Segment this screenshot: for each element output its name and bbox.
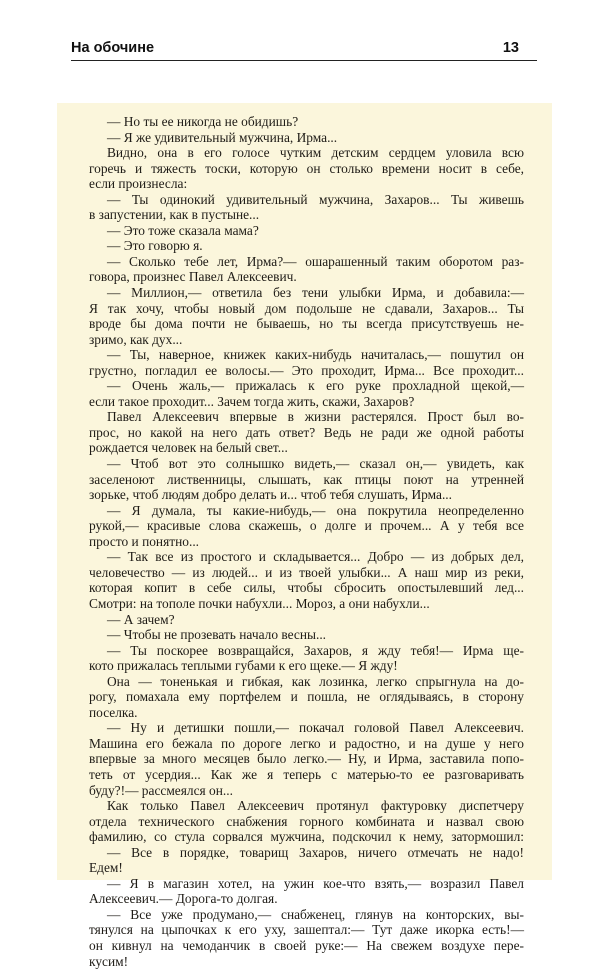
- text-line: если такое проходит... Зачем тогда жить, скажи, Захаров?: [89, 393, 415, 409]
- text-line: — Чтоб вот это солнышко видеть,— сказал он,— увидеть, как: [107, 456, 524, 472]
- text-line: Видно, она в его голосе чутким детским сердцем уловила всю: [107, 145, 524, 161]
- text-line: — Ну и детишки пошли,— покачал головой Павел Алексеевич.: [107, 720, 524, 736]
- text-line: Павел Алексеевич впервые в жизни растерялся. Прост был во-: [107, 409, 524, 425]
- text-line: — Так все из простого и складывается... Добро — из добрых дел,: [107, 549, 524, 565]
- text-line: — Я думала, ты какие-нибудь,— она покрутила неопределенно: [107, 502, 524, 518]
- text-line: Машина его бежала по дороге легко и радостно, и на душе у него: [89, 735, 524, 751]
- text-line: — Миллион,— ответила без тени улыбки Ирма, и добавила:—: [107, 285, 524, 301]
- text-line: Алексеевич.— Дорога-то долгая.: [89, 891, 278, 907]
- text-line: в запустении, как в пустыне...: [89, 207, 260, 223]
- text-line: фамилию, со стула сорвался мужчина, подскочил к нему, затормошил:: [89, 829, 524, 845]
- text-line: Как только Павел Алексеевич протянул фактуровку диспетчеру: [107, 798, 524, 814]
- text-line: зримо, как дух...: [89, 331, 183, 347]
- text-line: Я так хочу, чтобы новый дом подольше не сдавали, Захаров... Ты: [89, 300, 524, 316]
- text-line: кото прижалась теплыми губами к его щеке.— Я жду!: [89, 658, 398, 674]
- text-line: — А зачем?: [107, 611, 175, 627]
- text-line: рукой,— красивые слова скажешь, о долге и прочем... А у тебя все: [89, 518, 524, 534]
- text-page: [57, 103, 552, 969]
- text-line: — Я в магазин хотел, на ужин кое-что взять,— возразил Павел: [107, 875, 524, 891]
- text-line: Смотри: на тополе почки набухли... Мороз, а они набухли...: [89, 595, 430, 611]
- text-line: которая копит в себе силы, чтобы сбросить опостылевший лед...: [89, 580, 524, 596]
- text-line: — Ты одинокий удивительный мужчина, Захаров... Ты живешь: [107, 191, 524, 207]
- text-line: — Ты, наверное, книжек каких-нибудь начиталась,— пошутил он: [107, 347, 524, 363]
- text-line: — Очень жаль,— прижалась к его руке прохладной щекой,—: [107, 378, 524, 394]
- text-line: — Это говорю я.: [107, 238, 203, 254]
- text-line: Едем!: [89, 860, 123, 876]
- running-title: На обочине: [71, 40, 155, 56]
- body-text: [89, 114, 524, 969]
- page-header: [71, 38, 537, 61]
- text-line: впервые за много месяцев было легко.— Ну, и Ирма, заставила попо-: [89, 751, 524, 767]
- text-line: Она — тоненькая и гибкая, как лозинка, легко спрыгнула на до-: [107, 673, 524, 689]
- text-line: — Я же удивительный мужчина, Ирма...: [107, 129, 338, 145]
- text-line: — Все в порядке, товарищ Захаров, ничего отмечать не надо!: [107, 844, 524, 860]
- text-line: рождается человек на белый свет...: [89, 440, 288, 456]
- text-line: — Ты поскорее возвращайся, Захаров, я жду тебя!— Ирма ще-: [107, 642, 524, 658]
- text-line: грустно, погладил ее волосы.— Это проходит, Ирма... Все проходит...: [89, 362, 524, 378]
- text-line: — Чтобы не прозевать начало весны...: [107, 627, 327, 643]
- text-line: прос, но какой на него дать ответ? Ведь не ради же одной работы: [89, 424, 524, 440]
- text-line: человечество — из людей... и из твоей улыбки... А наш мир из реки,: [89, 564, 524, 580]
- text-line: буду?!— рассмеялся он...: [89, 782, 233, 798]
- text-line: вроде бы дома почти не бываешь, но ты всегда присутствуешь не-: [89, 316, 524, 332]
- text-line: если произнесла:: [89, 176, 188, 192]
- text-line: поселка.: [89, 704, 138, 720]
- text-line: горечь и тяжесть тоски, которую он столько времени носит в себе,: [89, 160, 524, 176]
- text-line: — Но ты ее никогда не обидишь?: [107, 114, 299, 129]
- text-line: говора, произнес Павел Алексеевич.: [89, 269, 297, 285]
- text-line: заселеноют лиственницы, слышать, как птицы поют на утренней: [89, 471, 524, 487]
- text-line: — Все уже продумано,— снабженец, глянув на конторских, вы-: [107, 906, 524, 922]
- page-number: 13: [502, 40, 519, 56]
- text-line: отдела технического снабжения горного комбината и назвал свою: [89, 813, 524, 829]
- text-line: кусим!: [89, 953, 129, 969]
- text-line: — Сколько тебе лет, Ирма?— ошарашенный таким оборотом раз-: [107, 253, 524, 269]
- text-line: тянулся на цыпочках к его уху, зашептал:— Тут даже икорка есть!—: [89, 922, 524, 938]
- text-line: теть от усердия... Как же я теперь с матерью-то ее разговаривать: [89, 766, 524, 782]
- text-line: он кивнул на чемоданчик в своей руке:— На свежем воздухе пере-: [89, 937, 524, 953]
- text-line: просто и понятно...: [89, 533, 200, 549]
- text-line: — Это тоже сказала мама?: [107, 222, 259, 238]
- text-line: зорьке, чтоб людям добро делать и... чтоб тебя слушать, Ирма...: [89, 487, 453, 503]
- text-line: рогу, помахала ему портфелем и пошла, не оглядываясь, в сторону: [89, 689, 524, 705]
